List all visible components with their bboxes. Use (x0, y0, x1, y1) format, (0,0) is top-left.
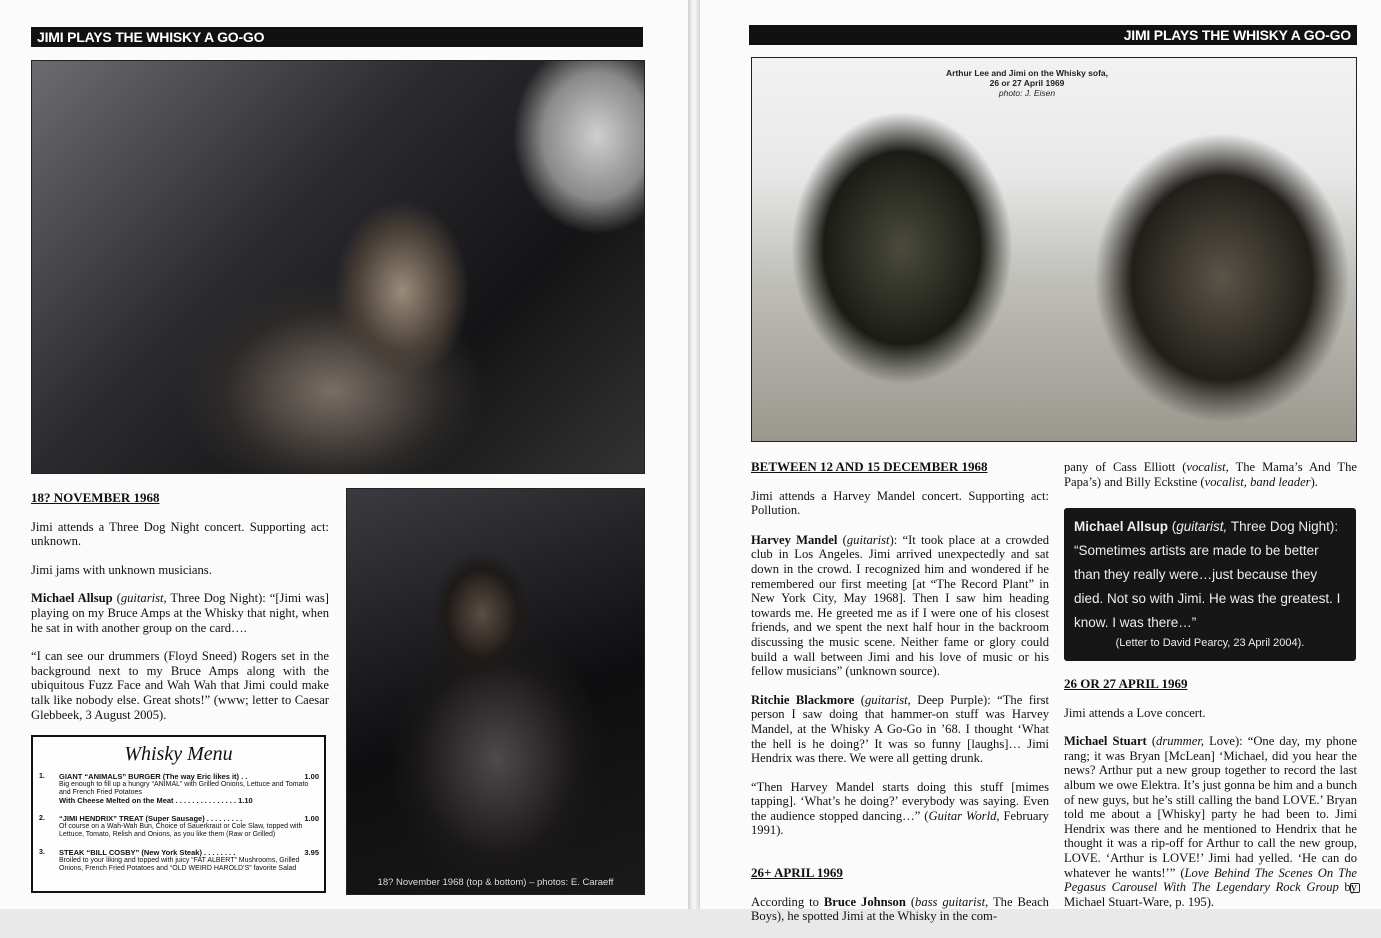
quote-end: February 1991). (751, 808, 1049, 838)
speaker-name: Harvey Mandel (751, 532, 838, 547)
text-segment: ). (1310, 474, 1318, 489)
pull-quote-source: (Letter to David Pearcy, 23 April 2004). (1115, 637, 1305, 649)
concert-photo-bottom (346, 488, 645, 895)
right-text-column-1 (751, 460, 1049, 938)
arthur-lee-and-jimi-photo (751, 57, 1357, 442)
right-paragraph-2: Harvey Mandel (guitarist): “It took place at a crowded club in Los Angeles. Jimi arrived unexpectedly and sat down in the crowd. I recognized him and wondered if he remembered our first meeting [at “The Record Plant” in New York City, May 1968]. Then I saw him heading towards me. He greeted me as if I were one of his closest friends, and we spent the next half hour in the backroom discussing the music scene. Neither fame or glory could build a wall between Jimi and his love of music or his fellow musicians” (unknown source). (751, 532, 1050, 679)
whisky-menu (31, 735, 326, 893)
speaker-name: Michael Stuart (1064, 734, 1147, 749)
menu-item-desc: Broiled to your liking and topped with juicy “FAT ALBERT” Mushrooms, Grilled Onions, French Fried Potatoes and “OLD WEIRD HAROLD’S” favorite Salad (59, 857, 300, 872)
role: vocalist, band leader (1204, 474, 1311, 489)
left-text-column (31, 491, 329, 736)
speaker-name: Michael Allsup (31, 591, 113, 606)
concert-photo-top (31, 60, 645, 474)
menu-item-desc: Of course on a Wah-Wah Bun, Choice of Sauerkraut or Cole Slaw, topped with Lettuce, Tomato, Relish and Onions, as you like them (Raw or Grilled) (59, 823, 303, 838)
left-paragraph-1: Jimi attends a Three Dog Night concert. Supporting act: unknown. (31, 519, 329, 549)
left-header-bar (31, 27, 643, 47)
speaker-quote: Love): “One day, my phone rang; it was Bryan [McLean] ‘Michael, did you hear the news? Arthur put a new group together to record the last album we owe Elektra. It’s just gonna be him and a bunch of new guys, but he’s still calling the band LOVE.’ Bryan told me about a [Whisky] party he had been to. Jimi Hendrix was there and he mentioned to Hendrix that he thought it was a rip-off for Arthur to call the new group, LOVE. ‘Arthur is LOVE!’ Jimi had yelled. ‘He can do whatever he wants!’” ( (1064, 734, 1357, 880)
text-start: According to (751, 894, 824, 909)
left-paragraph-4: “I can see our drummers (Floyd Sneed) Rogers set in the background next to my Bruce Amps along with the ubiquitous Fuzz Face and Wah Wah that Jimi could make talk like nobody else. Great shots!” (www; letter to Caesar Glebbeek, 3 August 2005). (31, 649, 329, 722)
quote-source: Guitar World, (928, 808, 1000, 823)
menu-item-extra: With Cheese Melted on the Meat . . . . . . . . . . . . . . . 1.10 (59, 796, 253, 805)
menu-item-name: STEAK “BILL COSBY” (New York Steak) . . . . . . . . (59, 848, 236, 857)
photo-caption-line-2: 26 or 27 April 1969 (989, 78, 1065, 88)
column-2-paragraph-2: Jimi attends a Love concert. (1064, 705, 1206, 720)
heading-26-april-1969: 26+ APRIL 1969 (751, 865, 843, 881)
speaker-role: guitarist (846, 532, 890, 547)
heading-18-november-1968: 18? NOVEMBER 1968 (31, 490, 160, 505)
book-title: Love Behind The Scenes On The Pegasus Carousel With The Legendary Rock Group (1064, 865, 1357, 895)
speaker-quote: Three Dog Night): “[Jimi was] playing on my Bruce Amps at the Whisky that night, when he sat in with another group on the card…. (31, 591, 330, 635)
menu-item-number: 1. (39, 773, 45, 780)
menu-item (39, 773, 319, 805)
menu-item-number: 2. (39, 815, 45, 822)
speaker-quote: ): “It took place at a crowded club in Los Angeles. Jimi arrived unexpectedly and sat down in the crowd. I recognized him and wondered if he remembered our first meeting [at “The Record Plant” in New York City, May 1968]. Then I saw him heading towards me. He greeted me as if I were one of his closest friends, and we spent the next half hour in the backroom discussing the music scene. Neither fame or glory could build a wall between Jimi and his love of music or his fellow musicians” (unknown source). (751, 532, 1050, 679)
right-paragraph-4 (751, 780, 1049, 838)
pull-quote-text: Michael Allsup (guitarist, Three Dog Night): “Sometimes artists are made to be better than they really were…just because they died. Not so with Jimi. He was the greatest. I know. I was there…” (1074, 519, 1341, 630)
text-segment: The Mama’s And The Papa’s) and Billy Eckstine ( (1064, 460, 1357, 489)
menu-item-number: 3. (39, 849, 45, 856)
speaker-name: Ritchie Blackmore (751, 692, 855, 707)
left-paragraph-3: Michael Allsup (guitarist, Three Dog Night): “[Jimi was] playing on my Bruce Amps at the Whisky that night, when he sat in with another group on the card…. (31, 591, 330, 635)
right-header-title: JIMI PLAYS THE WHISKY A GO-GO (1123, 27, 1351, 43)
pull-quote-box (1064, 508, 1356, 661)
role: vocalist, (1186, 460, 1229, 474)
menu-item (39, 849, 319, 873)
left-paragraph-2: Jimi jams with unknown musicians. (31, 562, 212, 577)
menu-item-name: “JIMI HENDRIX” TREAT (Super Sausage) . . . . . . . . . (59, 814, 243, 823)
speaker-name: Bruce Johnson (823, 894, 906, 909)
column-2-paragraph-3: Michael Stuart (drummer, Love): “One day, my phone rang; it was Bryan [McLean] ‘Michael, did you hear the news? Arthur put a new group together to record the last album we owe Elektra. It’s just gonna be him and a bunch of new guys, but he’s still calling the band LOVE.’ Bryan told me about a [Whisky] party he had been to. Jimi Hendrix was there and he mentioned to Hendrix that he thought it was a rip-off for Arthur to call the new group, LOVE. ‘Arthur is LOVE!’ Jimi had yelled. ‘He can do whatever he wants!’” (Love Behind The Scenes On The Pegasus Carousel With The Legendary Rock Group by Michael Stuart-Ware, p. 195). (1064, 734, 1358, 909)
menu-title: Whisky Menu (124, 743, 233, 765)
menu-item-desc: Big enough to fill up a hungry “ANIMAL” with Grilled Onions, Lettuce and Tomato and French Fried Potatoes (59, 781, 309, 796)
photo-credit-caption: 18? November 1968 (top & bottom) – photos: E. Caraeff (377, 877, 614, 888)
right-text-column-2 (1064, 460, 1357, 503)
left-page (0, 0, 688, 909)
menu-item-name: GIANT “ANIMALS” BURGER (The way Eric likes it) . . (59, 772, 248, 781)
photo-caption-line-1: Arthur Lee and Jimi on the Whisky sofa, (946, 68, 1108, 78)
menu-item-price: 1.00 (304, 814, 319, 823)
quote-end: by Michael Stuart-Ware, p. 195). (1064, 880, 1358, 909)
right-text-column-2b (1064, 677, 1357, 923)
photo-caption (927, 68, 1127, 98)
text-segment: pany of Cass Elliott ( (1064, 460, 1187, 474)
heading-26-or-27-april-1969: 26 OR 27 APRIL 1969 (1064, 676, 1188, 691)
speaker-role: drummer, (1156, 734, 1204, 749)
heading-december-1968: BETWEEN 12 AND 15 DECEMBER 1968 (751, 459, 988, 474)
right-paragraph-5: According to Bruce Johnson (bass guitarist, The Beach Boys), he spotted Jimi at the Whisky in the com- (751, 894, 1049, 924)
end-of-article-mark (1350, 883, 1360, 893)
menu-item (39, 815, 319, 839)
photo-caption-credit: photo: J. Eisen (998, 88, 1056, 98)
speaker-role: guitarist, (864, 692, 911, 707)
quote-role: guitarist, (1176, 519, 1228, 534)
right-header-bar (749, 25, 1357, 45)
right-paragraph-1: Jimi attends a Harvey Mandel concert. Supporting act: Pollution. (751, 488, 1049, 518)
menu-item-price: 1.00 (304, 772, 319, 781)
quote-body: Three Dog Night): “Sometimes artists are made to be better than they really were…just because they died. Not so with Jimi. He was the greatest. I know. I was there…” (1074, 519, 1341, 630)
speaker-role: bass guitarist, (915, 894, 989, 909)
quote-text: “Then Harvey Mandel starts doing this stuff [mimes tapping]. ‘What’s he doing?’ everybody was saying. Even the audience stopped dancing…” ( (751, 779, 1049, 823)
column-2-paragraph-1 (1064, 460, 1357, 489)
quote-speaker: Michael Allsup (1074, 519, 1169, 534)
speaker-quote: The Beach Boys), he spotted Jimi at the Whisky in the com- (751, 894, 1049, 924)
menu-item-price: 3.95 (304, 848, 319, 857)
speaker-quote: Deep Purple): “The first person I saw doing that hammer-on stuff was Harvey Mandel, at the Whisky A Go-Go in ’68. I thought ‘What the hell is he doing?’ It was so funny [laughs]… Jimi Hendrix was there. We were all getting drunk. (751, 692, 1049, 766)
speaker-role: guitarist, (120, 591, 167, 606)
left-header-title: JIMI PLAYS THE WHISKY A GO-GO (37, 29, 265, 45)
right-paragraph-3: Ritchie Blackmore (guitarist, Deep Purple): “The first person I saw doing that hammer-on stuff was Harvey Mandel, at the Whisky A Go-Go in ’68. I thought ‘What the hell is he doing?’ It was so funny [laughs]… Jimi Hendrix was there. We were all getting drunk. (751, 692, 1049, 766)
right-page (700, 0, 1381, 924)
page-gutter (688, 0, 700, 909)
